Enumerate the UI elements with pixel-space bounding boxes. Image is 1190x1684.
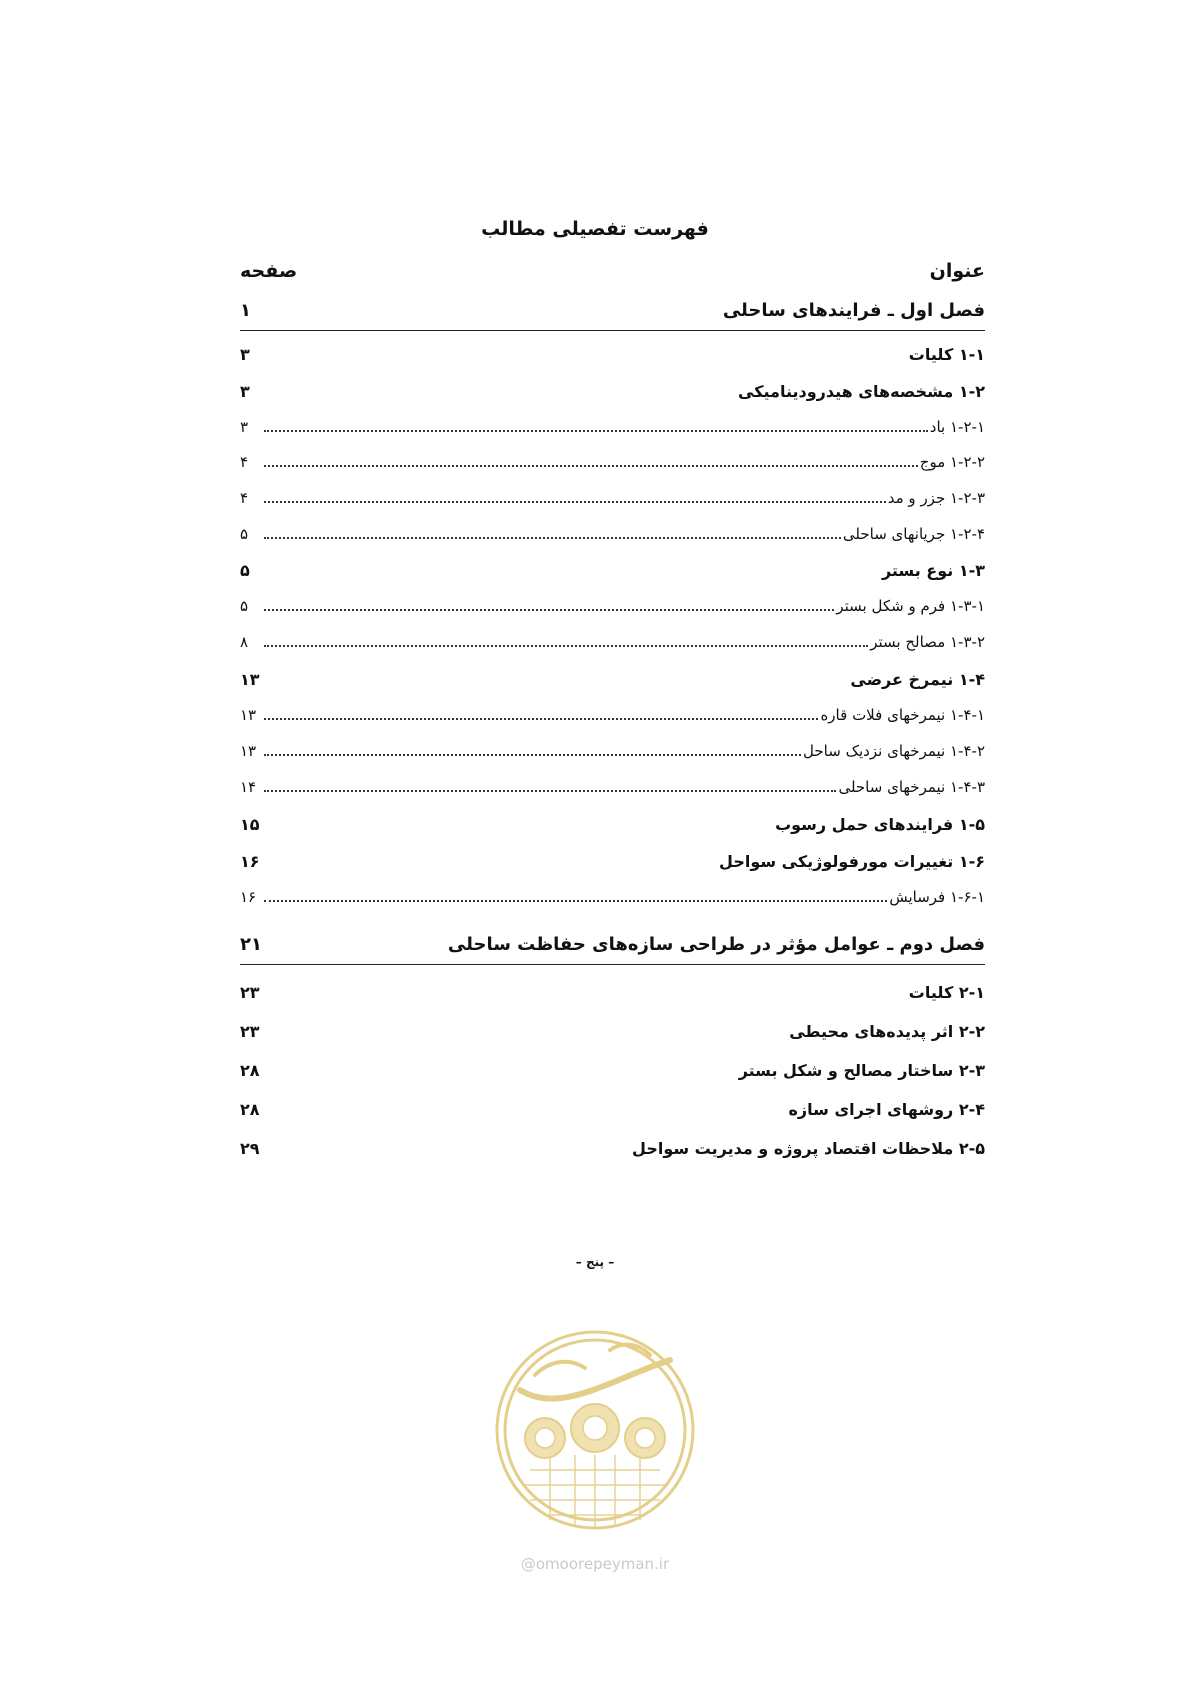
toc-entry-text: ۱-۶ تغییرات مورفولوژیکی سواحل — [719, 852, 985, 871]
toc-page-number: ۵ — [240, 561, 250, 580]
toc-chapter-row[interactable] — [240, 934, 985, 965]
toc-section-row[interactable] — [240, 983, 985, 1009]
page-column-header: صفحه — [240, 260, 298, 282]
toc-page-number: ۲۸ — [240, 1061, 260, 1080]
toc-entry-text: فصل دوم ـ عوامل مؤثر در طراحی سازه‌های حفاظت ساحلی — [447, 934, 985, 955]
toc-section-row[interactable] — [240, 1022, 985, 1048]
watermark-url: @omoorepeyman.ir — [520, 1555, 670, 1573]
toc-page-number: ۳ — [240, 418, 249, 436]
toc-subsection-row[interactable] — [240, 453, 985, 477]
toc-section-row[interactable] — [240, 345, 985, 371]
toc-subsection-row[interactable] — [240, 418, 985, 442]
toc-page-number: ۱۵ — [240, 815, 260, 834]
toc-entry-text: ۱-۲ مشخصه‌های هیدرودینامیکی — [738, 382, 985, 401]
dot-leader — [264, 609, 834, 611]
toc-entry-text: ۲-۳ ساختار مصالح و شکل بستر — [738, 1061, 985, 1080]
toc-page-number: ۴ — [240, 453, 249, 471]
toc-entry-text: ۱-۲-۲ موج — [919, 453, 985, 471]
toc-entry-text: ۱-۴-۱ نیمرخهای فلات قاره — [820, 706, 985, 724]
toc-page-number: ۳ — [240, 345, 250, 364]
toc-subsection-row[interactable] — [240, 525, 985, 549]
toc-entry-text: ۱-۴-۳ نیمرخهای ساحلی — [838, 778, 985, 796]
toc-entry-text: ۱-۲-۴ جریانهای ساحلی — [842, 525, 985, 543]
toc-section-row[interactable] — [240, 561, 985, 587]
toc-section-row[interactable] — [240, 852, 985, 878]
toc-section-row[interactable] — [240, 670, 985, 696]
toc-entry-text: ۱-۳-۱ فرم و شکل بستر — [836, 597, 985, 615]
toc-section-row[interactable] — [240, 1100, 985, 1126]
toc-page-number: ۱ — [240, 300, 251, 321]
toc-entry-text: ۲-۵ ملاحظات اقتصاد پروژه و مدیریت سواحل — [632, 1139, 985, 1158]
toc-page-number: ۲۱ — [240, 934, 262, 955]
toc-chapter-row[interactable] — [240, 300, 985, 331]
column-headers — [240, 260, 985, 288]
toc-subsection-row[interactable] — [240, 742, 985, 766]
toc-section-row[interactable] — [240, 815, 985, 841]
toc-entry-text: ۱-۱ کلیات — [908, 345, 985, 364]
page-title: فهرست تفصیلی مطالب — [481, 218, 709, 240]
toc-page-number: ۴ — [240, 489, 249, 507]
toc-subsection-row[interactable] — [240, 597, 985, 621]
dot-leader — [264, 465, 918, 467]
dot-leader — [264, 790, 836, 792]
toc-page-number: ۲۹ — [240, 1139, 260, 1158]
toc-page-number: ۲۸ — [240, 1100, 260, 1119]
toc-entry-text: فصل اول ـ فرایندهای ساحلی — [722, 300, 985, 321]
page-number-footer: – پنج – — [575, 1255, 615, 1269]
toc-page-number: ۱۴ — [240, 778, 257, 796]
toc-page-number: ۱۳ — [240, 670, 260, 689]
toc-page-number: ۱۳ — [240, 742, 257, 760]
toc-entry-text: ۱-۳-۲ مصالح بستر — [870, 633, 985, 651]
toc-page-number: ۵ — [240, 525, 249, 543]
dot-leader — [264, 718, 818, 720]
toc-subsection-row[interactable] — [240, 778, 985, 802]
toc-page-number: ۱۶ — [240, 888, 257, 906]
dot-leader — [264, 900, 887, 902]
dot-leader — [264, 645, 868, 647]
toc-page-number: ۱۶ — [240, 852, 260, 871]
toc-entry-text: ۲-۱ کلیات — [908, 983, 985, 1002]
toc-subsection-row[interactable] — [240, 489, 985, 513]
toc-entry-text: ۱-۲-۳ جزر و مد — [887, 489, 985, 507]
toc-page-number: ۵ — [240, 597, 249, 615]
toc-entry-text: ۱-۶-۱ فرسایش — [889, 888, 985, 906]
toc-entry-text: ۱-۴ نیمرخ عرضی — [850, 670, 985, 689]
toc-entry-text: ۲-۲ اثر پدیده‌های محیطی — [789, 1022, 985, 1041]
dot-leader — [264, 430, 928, 432]
dot-leader — [264, 754, 801, 756]
toc-subsection-row[interactable] — [240, 706, 985, 730]
toc-entry-text: ۱-۲-۱ باد — [929, 418, 985, 436]
toc-page-number: ۲۳ — [240, 983, 260, 1002]
title-column-header: عنوان — [929, 260, 985, 282]
toc-entry-text: ۱-۴-۲ نیمرخهای نزدیک ساحل — [803, 742, 985, 760]
dot-leader — [264, 537, 841, 539]
toc-section-row[interactable] — [240, 1061, 985, 1087]
toc-entry-text: ۱-۵ فرایندهای حمل رسوب — [775, 815, 985, 834]
toc-section-row[interactable] — [240, 1139, 985, 1165]
toc-section-row[interactable] — [240, 382, 985, 408]
toc-page-number: ۲۳ — [240, 1022, 260, 1041]
toc-subsection-row[interactable] — [240, 888, 985, 912]
toc-entry-text: ۲-۴ روشهای اجرای سازه — [788, 1100, 985, 1119]
dot-leader — [264, 501, 886, 503]
toc-subsection-row[interactable] — [240, 633, 985, 657]
toc-page-number: ۱۳ — [240, 706, 257, 724]
toc-page-number: ۳ — [240, 382, 250, 401]
toc-entry-text: ۱-۳ نوع بستر — [881, 561, 985, 580]
toc-page-number: ۸ — [240, 633, 249, 651]
